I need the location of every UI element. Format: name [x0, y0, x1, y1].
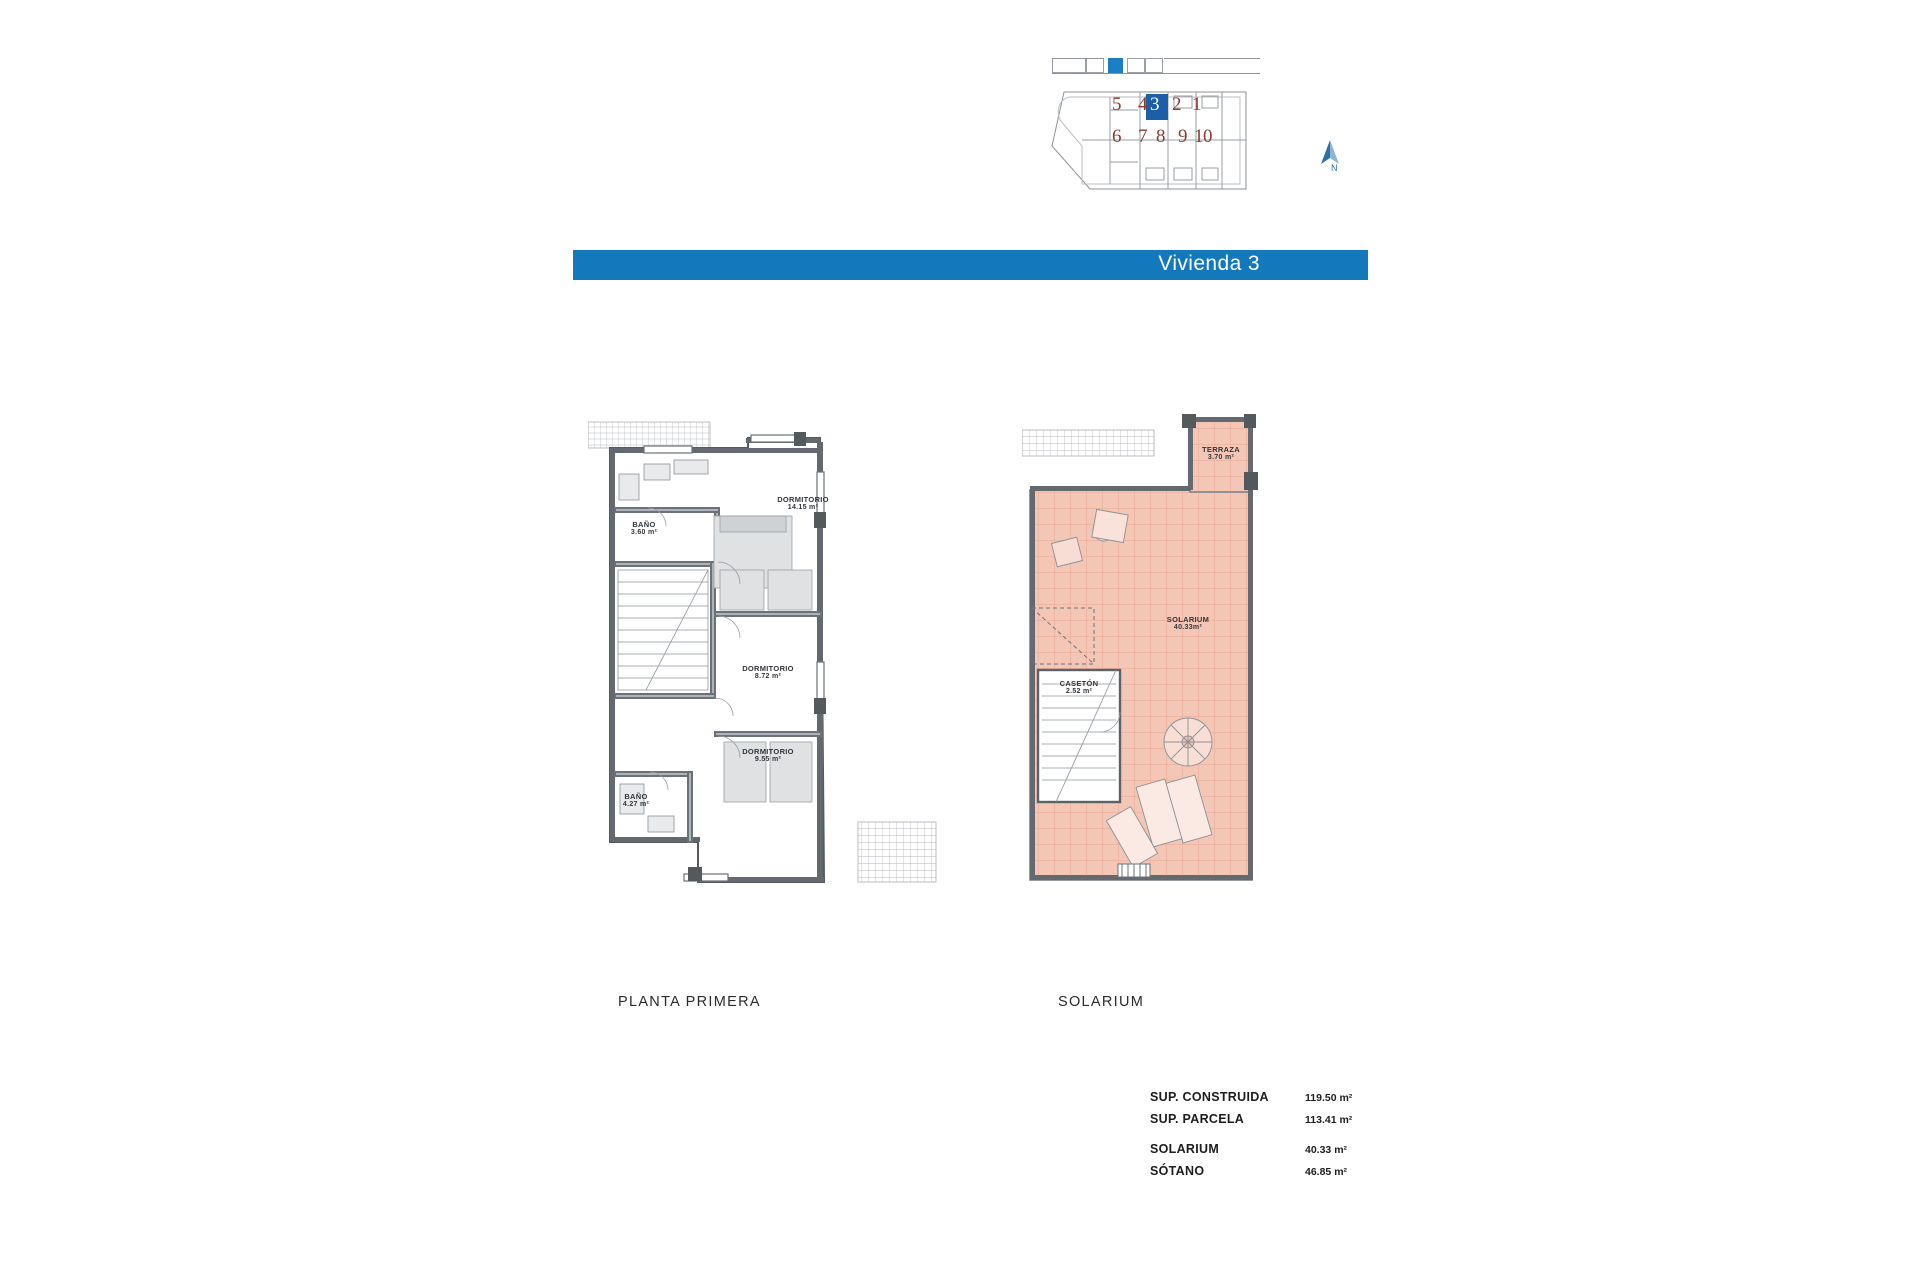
key-plan-number-6: 6	[1112, 126, 1121, 147]
title-banner	[573, 250, 1368, 280]
north-arrow-svg	[1318, 138, 1346, 172]
room-label-terraza	[1182, 445, 1260, 463]
area-label: SOLARIUM	[1150, 1142, 1220, 1156]
room-label-bano-2	[600, 792, 672, 810]
room-name: DORMITORIO	[742, 664, 794, 673]
north-arrow-icon	[1318, 138, 1346, 172]
strip-segment	[1127, 58, 1145, 73]
strip-segment-active	[1108, 58, 1123, 73]
area-value: 113.41 m²	[1305, 1114, 1353, 1126]
key-plan-number-10: 10	[1194, 126, 1212, 147]
room-name: DORMITORIO	[777, 495, 829, 504]
room-area: 9.55 m²	[754, 756, 782, 764]
room-name: CASETÓN	[1059, 679, 1099, 688]
strip-segment	[1086, 58, 1104, 73]
area-row-solarium	[1150, 1142, 1410, 1164]
room-area: 2.52 m²	[1065, 688, 1093, 696]
area-value: 40.33 m²	[1305, 1144, 1348, 1156]
room-name: DORMITORIO	[742, 747, 794, 756]
area-label: SUP. PARCELA	[1150, 1112, 1245, 1126]
key-plan-number-2: 2	[1172, 94, 1181, 115]
room-area: 40.33m²	[1173, 624, 1203, 632]
key-plan-number-9: 9	[1178, 126, 1187, 147]
room-label-solarium	[1142, 615, 1234, 633]
key-plan-layout	[1050, 88, 1262, 193]
area-row-parcela	[1150, 1112, 1410, 1134]
key-plan-unit-strip	[1052, 58, 1260, 74]
svg-text:N: N	[1331, 163, 1338, 172]
strip-topline-right	[1164, 58, 1260, 59]
area-label: SUP. CONSTRUIDA	[1150, 1090, 1269, 1104]
room-area: 14.15 m²	[787, 504, 819, 512]
room-label-caseton	[1040, 679, 1118, 697]
key-plan-number-5: 5	[1112, 94, 1121, 115]
key-plan-number-1: 1	[1192, 94, 1201, 115]
room-label-dormitorio-1	[758, 495, 848, 513]
area-value: 46.85 m²	[1305, 1166, 1348, 1178]
room-name: BAÑO	[632, 520, 656, 529]
area-value: 119.50 m²	[1305, 1092, 1353, 1104]
room-name: BAÑO	[624, 792, 648, 801]
plan-planta-primera	[588, 412, 956, 952]
key-plan-highlight-number: 3	[1150, 94, 1160, 115]
key-plan-number-4: 4	[1138, 94, 1147, 115]
strip-segment	[1145, 58, 1163, 73]
room-name: SOLARIUM	[1166, 615, 1210, 624]
room-name: TERRAZA	[1202, 445, 1240, 454]
room-area: 4.27 m²	[622, 801, 650, 809]
table-spacer	[1150, 1134, 1410, 1142]
area-summary-table	[1150, 1090, 1410, 1186]
key-plan	[1040, 48, 1270, 198]
area-row-sotano	[1150, 1164, 1410, 1186]
caption-solarium: SOLARIUM	[1058, 994, 1145, 1010]
strip-baseline	[1052, 73, 1260, 74]
key-plan-number-8: 8	[1156, 126, 1165, 147]
page-title: Vivienda 3	[1158, 252, 1260, 275]
plan-solarium	[1022, 412, 1342, 952]
room-label-bano-1	[608, 520, 680, 538]
room-label-dormitorio-3	[723, 747, 813, 765]
caption-planta-primera: PLANTA PRIMERA	[618, 994, 761, 1010]
area-label: SÓTANO	[1150, 1164, 1205, 1178]
room-area: 3.60 m²	[630, 529, 658, 537]
room-area: 3.70 m²	[1207, 454, 1235, 462]
strip-topline	[1052, 58, 1104, 59]
area-row-construida	[1150, 1090, 1410, 1112]
room-area: 8.72 m²	[754, 673, 782, 681]
strip-segment	[1052, 58, 1086, 73]
room-label-dormitorio-2	[723, 664, 813, 682]
key-plan-number-7: 7	[1138, 126, 1147, 147]
